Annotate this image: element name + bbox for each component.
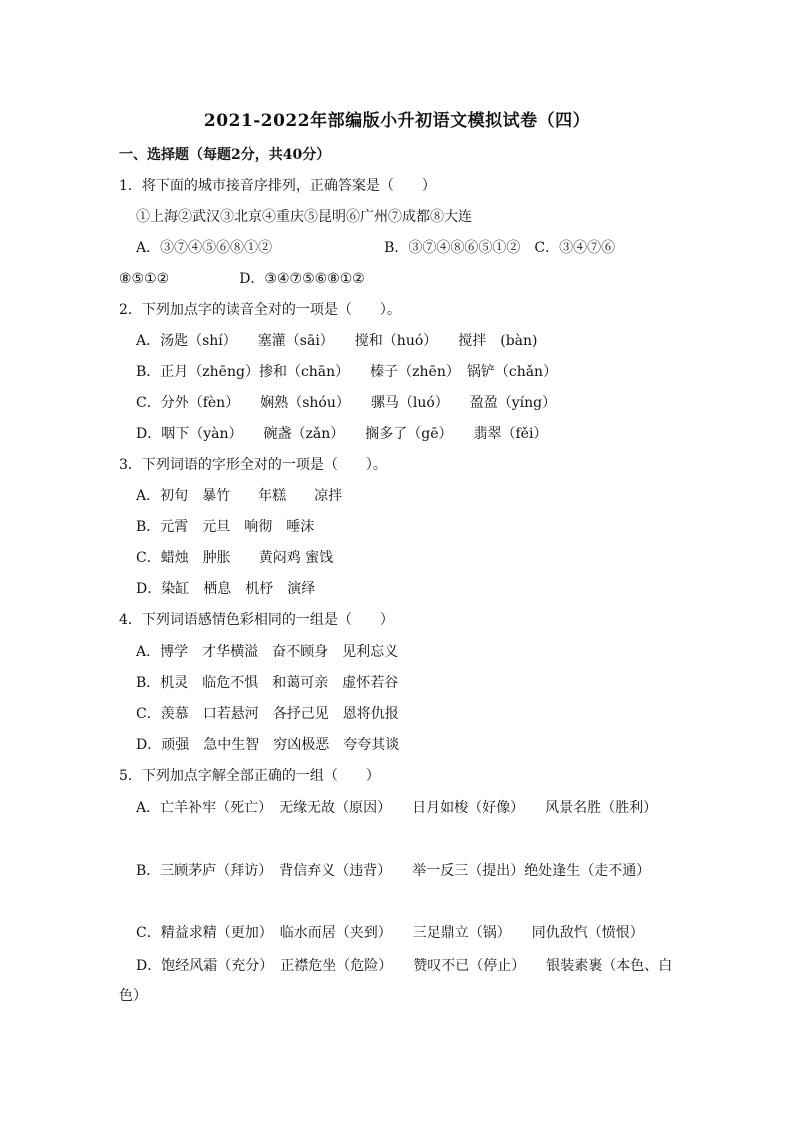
question-4-option-d: D．顽强 急中生智 穷凶极恶 夸夸其谈 xyxy=(136,737,400,753)
exam-title: 2021-2022年部编版小升初语文模拟试卷（四） xyxy=(203,111,591,131)
question-3-stem: 3．下列词语的字形全对的一项是（ ）。 xyxy=(119,457,387,473)
question-5-option-d-continued: 色） xyxy=(119,988,147,1004)
question-5-option-a: A．亡羊补牢（死亡） 无缘无故（原因） 日月如梭（好像） 风景名胜（胜利） xyxy=(136,800,658,816)
question-4-option-c: C．羡慕 口若悬河 各抒己见 恩将仇报 xyxy=(136,706,399,722)
question-4-stem: 4．下列词语感情色彩相同的一组是（ ） xyxy=(119,612,394,628)
question-4-option-a: A．博学 才华横溢 奋不顾身 见利忘义 xyxy=(136,644,399,660)
question-3-option-d: D．染缸 栖息 机杼 演绎 xyxy=(136,581,316,597)
question-4-option-b: B．机灵 临危不惧 和蔼可亲 虚怀若谷 xyxy=(136,675,399,691)
question-3-option-b: B．元霄 元旦 响彻 唾沫 xyxy=(136,519,315,535)
question-2-stem: 2．下列加点字的读音全对的一项是（ ）。 xyxy=(119,302,401,318)
question-2-option-a: A．汤匙（shí） 塞灌（sāi） 搅和（huó） 搅拌 (bàn) xyxy=(136,333,538,349)
question-1-stem: 1．将下面的城市接音序排列，正确答案是（ ） xyxy=(119,178,436,194)
question-5-stem: 5．下列加点字解全部正确的一组（ ） xyxy=(119,768,380,784)
question-5-option-b: B．三顾茅庐（拜访） 背信弃义（违背） 举一反三（提出）绝处逢生（走不通） xyxy=(136,863,651,879)
section-heading: 一、选择题（每题2分，共40分） xyxy=(119,147,331,163)
question-2-option-b: B．正月（zhēng）掺和（chān） 榛子（zhēn） 锅铲（chǎn） xyxy=(136,364,558,380)
question-2-option-c: C．分外（fèn） 娴熟（shóu） 骡马（luó） 盈盈（yíng） xyxy=(136,395,557,411)
question-3-option-a: A．初旬 暴竹 年糕 凉拌 xyxy=(136,488,343,504)
question-2-option-d: D．咽下（yàn） 碗盏（zǎn） 搁多了（gē） 翡翠（fěi） xyxy=(136,426,548,442)
question-3-option-c: C．蜡烛 肿胀 黄闷鸡 蜜饯 xyxy=(136,550,334,566)
question-1-options-line-2: ⑧⑤①② D．③④⑦⑤⑥⑧①② xyxy=(119,271,365,287)
question-5-option-d: D．饱经风霜（充分） 正襟危坐（危险） 赞叹不已（停止） 银装素裹（本色、白 xyxy=(136,958,673,974)
question-5-option-c: C．精益求精（更加） 临水而居（夹到） 三足鼎立（锅） 同仇敌忾（愤恨） xyxy=(136,925,644,941)
question-1-options-line-1: A．③⑦④⑤⑥⑧①② B．③⑦④⑧⑥⑤①② C．③④⑦⑥ xyxy=(136,240,616,256)
question-1-cities: ①上海②武汉③北京④重庆⑤昆明⑥广州⑦成都⑧大连 xyxy=(136,209,472,225)
